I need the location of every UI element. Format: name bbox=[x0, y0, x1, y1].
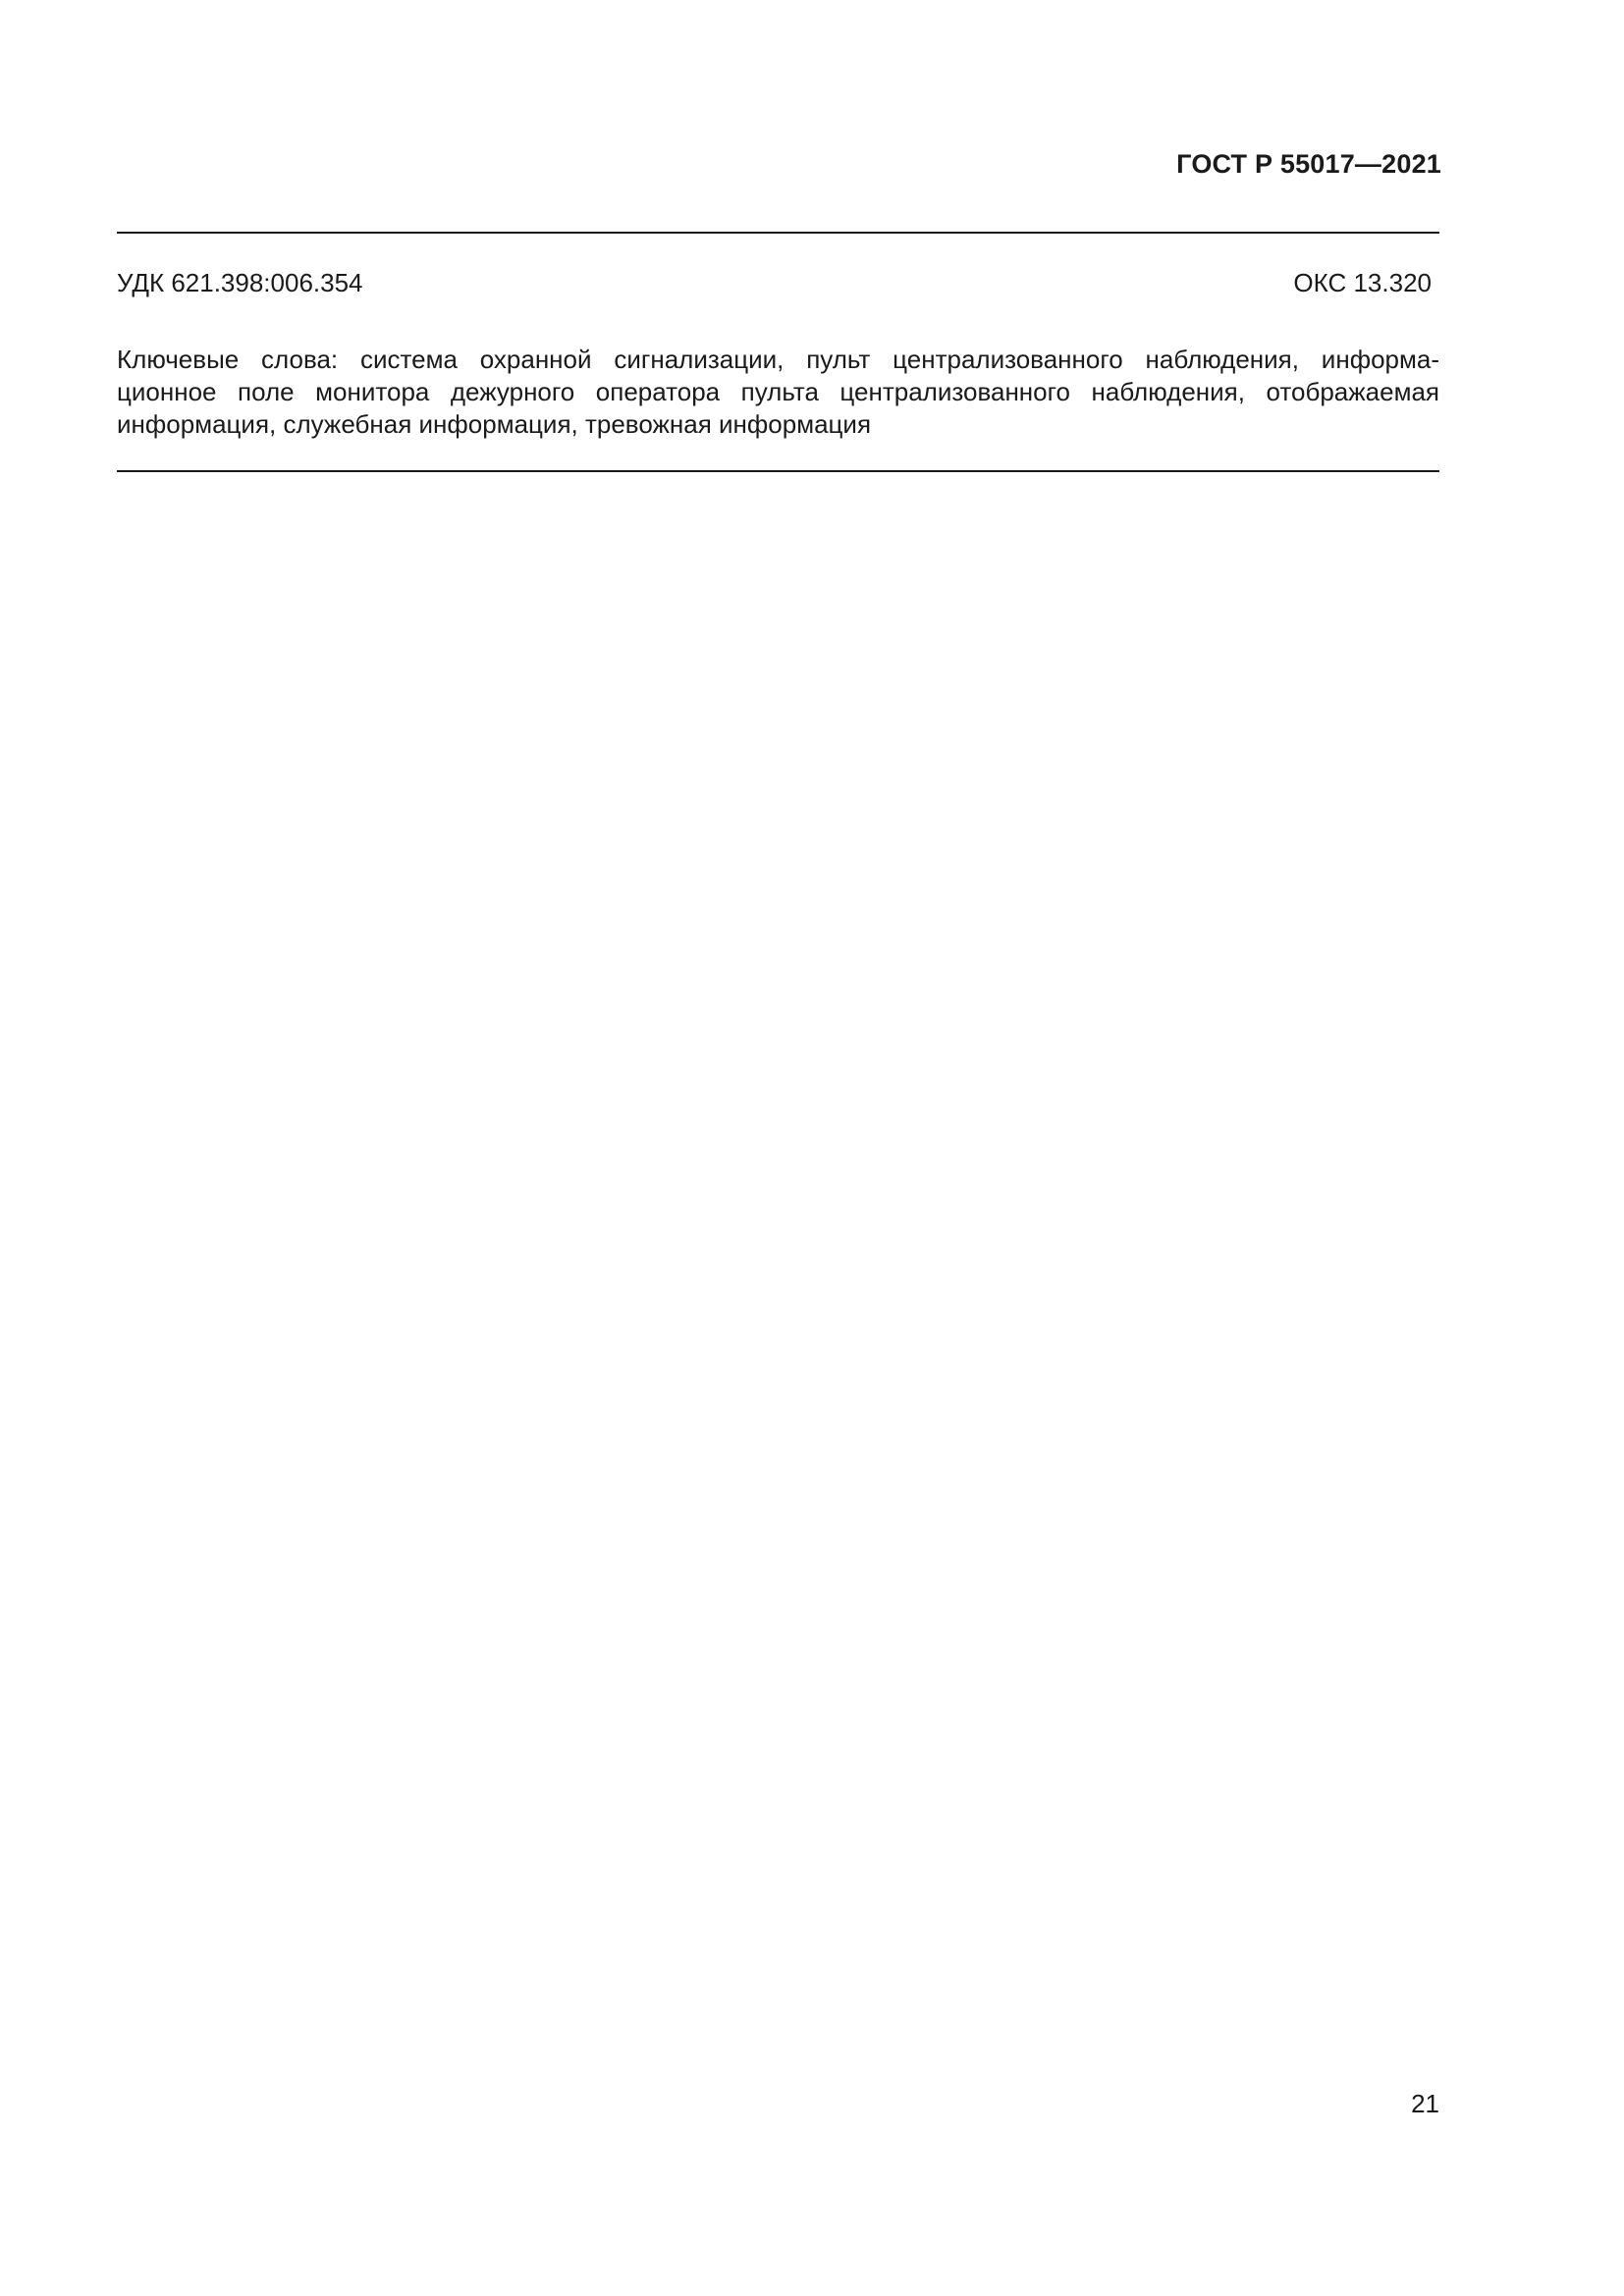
keywords-block bbox=[117, 344, 1439, 441]
document-code: ГОСТ Р 55017—2021 bbox=[1176, 149, 1441, 179]
oks-code: ОКС 13.320 bbox=[1293, 268, 1432, 297]
bottom-divider bbox=[117, 470, 1439, 472]
keywords-line: ционное поле монитора дежурного оператора пульта централизованного наблюдения, отображаемая bbox=[117, 377, 1439, 406]
udk-code: УДК 621.398:006.354 bbox=[117, 268, 363, 297]
keywords-line: информация, служебная информация, тревожная информация bbox=[117, 409, 872, 439]
keywords-line: Ключевые слова: система охранной сигнализации, пульт централизованного наблюдения, информа- bbox=[117, 345, 1439, 374]
top-divider bbox=[117, 232, 1439, 234]
page-number: 21 bbox=[1411, 2089, 1439, 2118]
